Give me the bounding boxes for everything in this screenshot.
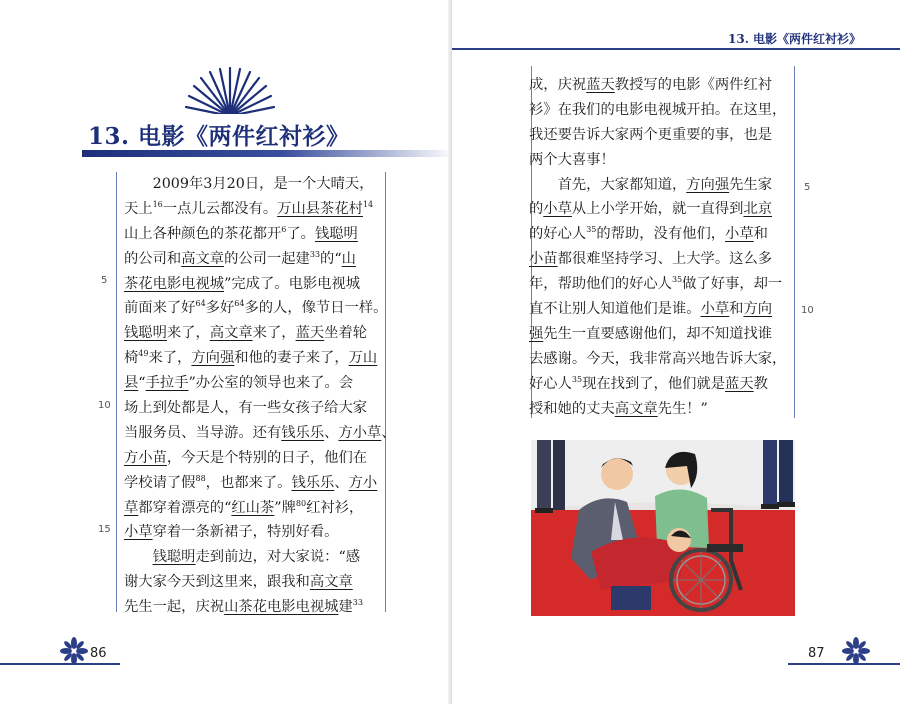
text-line	[529, 73, 791, 98]
text-run: 场上到处都是人，有一些女孩子给大家	[124, 400, 368, 417]
text-run: 都穿着漂亮的“	[138, 499, 232, 516]
proper-noun: 茶花电影电视城	[124, 275, 225, 292]
text-run: ，也都来了。	[205, 474, 292, 491]
text-line	[529, 247, 791, 272]
text-run: ”牌	[274, 499, 296, 516]
chapter-title: 13. 电影《两件红衬衫》	[88, 123, 350, 150]
proper-noun: 小苗	[529, 251, 558, 268]
text-run: 椅	[124, 350, 139, 367]
text-line	[124, 272, 382, 297]
text-line	[529, 173, 791, 198]
text-run: 当服务员、当导游。还有	[124, 424, 282, 441]
word-index-superscript: 6	[281, 224, 287, 234]
text-line	[124, 570, 382, 595]
text-run: ”办公室的领导也来了。会	[188, 375, 354, 392]
line-number: 5	[101, 275, 108, 286]
text-line	[529, 372, 791, 397]
proper-noun: 高文章	[181, 250, 225, 267]
text-run: 、	[334, 474, 349, 491]
text-run: 一点儿云都没有。	[162, 200, 278, 217]
text-run: 走到前边，对大家说：“感	[195, 549, 361, 566]
text-run: 穿着一条新裙子，特别好看。	[152, 524, 339, 541]
text-line	[124, 371, 382, 396]
title-underline-bar	[82, 150, 448, 157]
text-run: 首先，大家都知道，	[529, 176, 687, 193]
word-index-superscript: 14	[362, 199, 374, 209]
sunburst-ornament-icon	[185, 66, 275, 120]
text-line	[529, 297, 791, 322]
text-run: 成，庆祝	[529, 77, 587, 93]
text-line	[529, 123, 791, 148]
proper-noun: 方小	[348, 474, 378, 491]
text-run: ”完成了。电影电视城	[224, 275, 361, 292]
text-line	[529, 272, 791, 297]
proper-noun: 钱乐乐	[291, 474, 335, 491]
proper-noun: 高文章	[309, 574, 353, 591]
text-run: 、	[324, 424, 339, 441]
line-number: 10	[801, 305, 814, 316]
proper-noun: 万山县茶花村	[277, 200, 363, 217]
text-run: 建	[338, 599, 353, 616]
text-line	[529, 197, 791, 222]
text-line	[124, 346, 382, 371]
text-line	[124, 520, 382, 545]
text-run: 的帮助，没有他们，	[596, 226, 726, 243]
text-line	[529, 322, 791, 347]
text-line	[124, 471, 382, 496]
text-run: 的	[529, 201, 544, 218]
flower-ornament-icon	[842, 637, 870, 665]
proper-noun: 山茶花电影电视城	[224, 599, 339, 616]
text-run: 先生一起，庆祝	[124, 599, 225, 616]
proper-noun: 小草	[725, 226, 754, 243]
proper-noun: 蓝天	[725, 375, 754, 392]
text-run: 先生！”	[657, 400, 708, 417]
right-page	[452, 0, 900, 704]
illustration-wheelchair-scene	[531, 440, 795, 616]
word-index-superscript: 64	[195, 299, 206, 309]
word-index-superscript: 35	[586, 225, 597, 235]
word-index-superscript: 64	[234, 299, 245, 309]
text-run: 年，帮助他们的好心人	[529, 276, 672, 293]
flower-ornament-icon	[60, 637, 88, 665]
text-line	[124, 222, 382, 247]
line-number: 10	[98, 400, 111, 411]
text-line	[124, 545, 382, 570]
text-run: 授和她的丈夫	[529, 400, 615, 417]
text-run: 谢大家今天到这里来，跟我和	[124, 574, 310, 591]
text-run: 教	[753, 375, 768, 392]
text-run: ，今天是个特别的日子，他们在	[166, 449, 368, 466]
text-run: 多好	[205, 300, 235, 317]
body-text	[529, 73, 791, 421]
text-run: 去感谢。今天，我非常高兴地告诉大家，	[529, 350, 787, 367]
text-run: 我还要告诉大家两个更重要的事，也是	[529, 126, 773, 143]
text-line	[124, 421, 396, 446]
column-rule	[116, 172, 117, 612]
page-number: 86	[90, 646, 107, 661]
text-run: 现在找到了，他们就是	[582, 375, 726, 392]
proper-noun: 钱乐乐	[281, 424, 325, 441]
text-run: 的公司一起建	[224, 250, 310, 267]
proper-noun: 钱聪明	[124, 325, 167, 342]
word-index-superscript: 33	[352, 598, 363, 608]
text-line	[124, 321, 382, 346]
proper-noun: 强	[529, 325, 544, 342]
text-run: 的公司和	[124, 250, 182, 267]
proper-noun: 小草	[700, 301, 730, 318]
text-run: 学校请了假	[124, 474, 196, 491]
proper-noun: 小草	[124, 524, 153, 541]
word-index-superscript: 33	[309, 249, 321, 259]
text-run: 从上小学开始，就一直得到	[571, 201, 744, 218]
running-header: 13. 电影《两件红衬衫》	[728, 32, 862, 46]
word-index-superscript: 80	[295, 498, 307, 508]
text-run	[124, 549, 153, 565]
text-run: 前面来了好	[124, 300, 196, 317]
proper-noun: 蓝天	[295, 325, 325, 342]
text-run: 教授写的电影《两件红衬	[614, 77, 773, 93]
proper-noun: 北京	[743, 201, 773, 218]
text-run: 山上各种颜色的茶花都开	[124, 225, 282, 242]
word-index-superscript: 16	[152, 199, 163, 209]
text-line	[124, 595, 382, 620]
footer-rule	[0, 663, 120, 665]
text-run: 两个大喜事！	[529, 151, 615, 168]
proper-noun: 蓝天	[586, 77, 615, 93]
proper-noun: 手拉手	[145, 375, 189, 392]
word-index-superscript: 49	[138, 349, 149, 359]
text-line	[124, 496, 382, 521]
text-line	[529, 397, 791, 422]
line-number: 15	[98, 524, 111, 535]
proper-noun: 万山	[348, 350, 378, 367]
text-run: 的“	[320, 250, 342, 267]
text-run: 多的人，像节日一样。	[244, 300, 388, 317]
text-run: 、	[381, 424, 396, 441]
column-rule	[794, 66, 795, 418]
proper-noun: 山	[341, 250, 356, 267]
text-run: “	[138, 375, 146, 392]
text-run: 和他的妻子来了，	[234, 350, 349, 367]
proper-noun: 县	[124, 375, 139, 392]
proper-noun: 小草	[543, 201, 572, 218]
proper-noun: 方向强	[191, 350, 235, 367]
column-rule	[385, 172, 386, 612]
proper-noun: 钱聪明	[314, 225, 358, 242]
text-run: 先生家	[729, 176, 773, 193]
text-line	[529, 222, 791, 247]
body-text	[124, 172, 396, 620]
proper-noun: 方小苗	[124, 449, 167, 466]
line-number: 5	[804, 182, 811, 193]
text-line	[529, 347, 791, 372]
text-line	[124, 396, 382, 421]
proper-noun: 方向	[743, 301, 773, 318]
text-run: 直不让别人知道他们是谁。	[529, 301, 701, 318]
text-run: 和	[729, 301, 744, 318]
proper-noun: 高文章	[209, 325, 253, 342]
text-line	[124, 197, 382, 222]
header-rule	[452, 48, 900, 50]
text-run: 天上	[124, 200, 153, 217]
proper-noun: 钱聪明	[152, 549, 196, 566]
text-line	[124, 247, 382, 272]
proper-noun: 红山茶	[231, 499, 275, 516]
text-run: 坐着轮	[324, 325, 368, 342]
text-run: 和	[753, 226, 768, 243]
text-line	[124, 296, 388, 321]
word-index-superscript: 88	[195, 473, 206, 483]
text-run: 了。	[286, 225, 315, 242]
text-run: 的好心人	[529, 226, 587, 243]
text-run: 2009年3月20日，是一个大晴天，	[124, 176, 374, 192]
text-line	[529, 148, 791, 173]
proper-noun: 高文章	[614, 400, 658, 417]
text-run: 来了，	[166, 325, 210, 342]
text-line	[124, 446, 382, 471]
proper-noun: 方向强	[686, 176, 730, 193]
text-run: 衫》在我们的电影电视城开拍。在这里，	[529, 101, 787, 118]
text-run: 好心人	[529, 375, 572, 392]
proper-noun: 方小草	[338, 424, 382, 441]
text-line	[529, 98, 791, 123]
text-run: 来了，	[148, 350, 192, 367]
page-number: 87	[808, 646, 825, 661]
footer-rule	[788, 663, 900, 665]
text-run: 先生一直要感谢他们，却不知道找谁	[543, 325, 773, 342]
proper-noun: 草	[124, 499, 139, 516]
text-run: 红衬衫，	[306, 499, 364, 516]
word-index-superscript: 35	[571, 374, 583, 384]
text-run: 做了好事，却一	[682, 276, 783, 293]
text-run: 都很难坚持学习、上大学。这么多	[557, 251, 773, 268]
text-run: 来了，	[252, 325, 296, 342]
word-index-superscript: 35	[671, 275, 683, 285]
text-line	[124, 172, 382, 197]
